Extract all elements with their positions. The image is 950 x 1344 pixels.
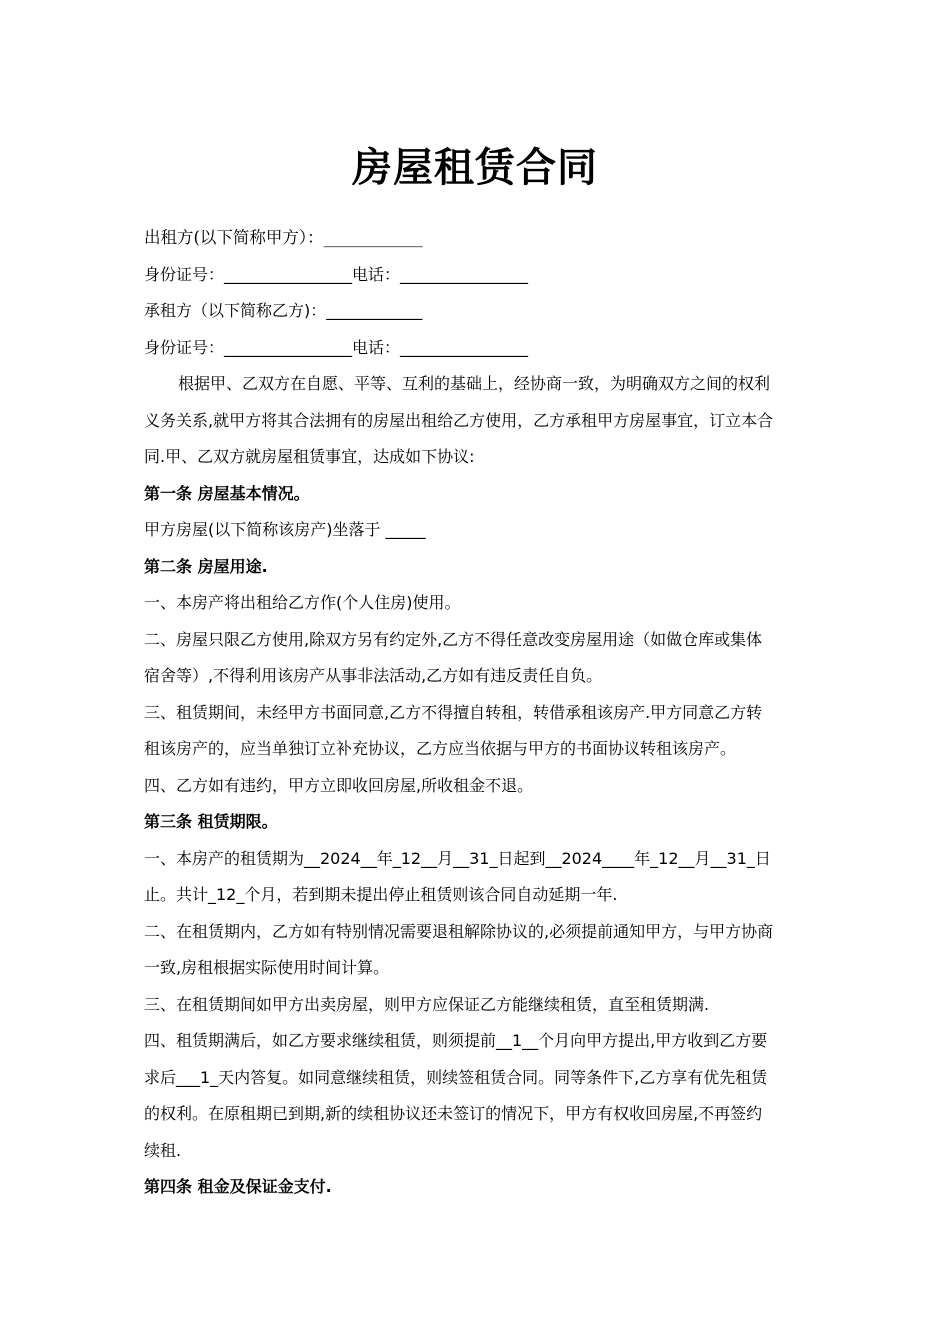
clause-line: 四、租赁期满后，如乙方要求继续租赁，则须提前__1__个月向甲方提出,甲方收到乙方要 <box>144 1031 768 1050</box>
clause-line: 二、房屋只限乙方使用,除双方另有约定外,乙方不得任意改变房屋用途（如做仓库或集体 <box>144 629 763 649</box>
preamble-line: 同.甲、乙双方就房屋租赁事宜，达成如下协议: <box>144 447 475 466</box>
lessor-line: 出租方(以下简称甲方）：____________ <box>144 228 423 247</box>
clause-line: 二、在租赁期内，乙方如有特别情况需要退租解除协议的,必须提前通知甲方，与甲方协商 <box>144 921 774 941</box>
lessor-id-phone-line: 身份证号：________________电话：________________ <box>144 264 529 284</box>
article-heading: 第三条 租赁期限。 <box>144 812 278 831</box>
clause-line: 续租. <box>144 1140 182 1160</box>
lessee-line: 承租方（以下简称乙方)：____________ <box>144 301 423 320</box>
preamble-line: 根据甲、乙双方在自愿、平等、互利的基础上，经协商一致，为明确双方之间的权利 <box>178 374 771 393</box>
document-body <box>144 220 806 1206</box>
clause-line: 四、乙方如有违约，甲方立即收回房屋,所收租金不退。 <box>144 775 534 795</box>
article-heading: 第四条 租金及保证金支付. <box>144 1177 332 1196</box>
clause-line: 一致,房租根据实际使用时间计算。 <box>144 958 390 977</box>
article-heading: 第二条 房屋用途. <box>144 556 268 576</box>
article-heading: 第一条 房屋基本情况。 <box>144 483 310 503</box>
clause-line: 求后___1_天内答复。如同意继续租赁，则续签租赁合同。同等条件下,乙方享有优先租赁 <box>144 1067 768 1087</box>
clause-line: 甲方房屋(以下简称该房产)坐落于 _____ <box>144 520 426 539</box>
document-title: 房屋租赁合同 <box>352 145 598 191</box>
preamble-line: 义务关系,就甲方将其合法拥有的房屋出租给乙方使用，乙方承租甲方房屋事宜，订立本合 <box>144 410 774 430</box>
clause-line: 一、本房产将出租给乙方作(个人住房)使用。 <box>144 593 461 612</box>
clause-line: 一、本房产的租赁期为__2024__年_12__月__31_日起到__2024____年_12__月__31_日 <box>144 848 771 868</box>
clause-line: 的权利。在原租期已到期,新的续租协议还未签订的情况下，甲方有权收回房屋,不再签约 <box>144 1104 763 1123</box>
clause-line: 宿舍等）,不得利用该房产从事非法活动,乙方如有违反责任自负。 <box>144 666 603 685</box>
clause-line: 三、在租赁期间如甲方出卖房屋，则甲方应保证乙方能继续租赁，直至租赁期满. <box>144 994 710 1014</box>
clause-line: 三、租赁期间，未经甲方书面同意,乙方不得擅自转租，转借承租该房产.甲方同意乙方转 <box>144 702 763 722</box>
clause-line: 止。共计_12_个月，若到期未提出停止租赁则该合同自动延期一年. <box>144 885 618 904</box>
lessee-id-phone-line: 身份证号：________________电话：________________ <box>144 337 529 357</box>
clause-line: 租该房产的，应当单独订立补充协议，乙方应当依据与甲方的书面协议转租该房产。 <box>144 739 737 758</box>
